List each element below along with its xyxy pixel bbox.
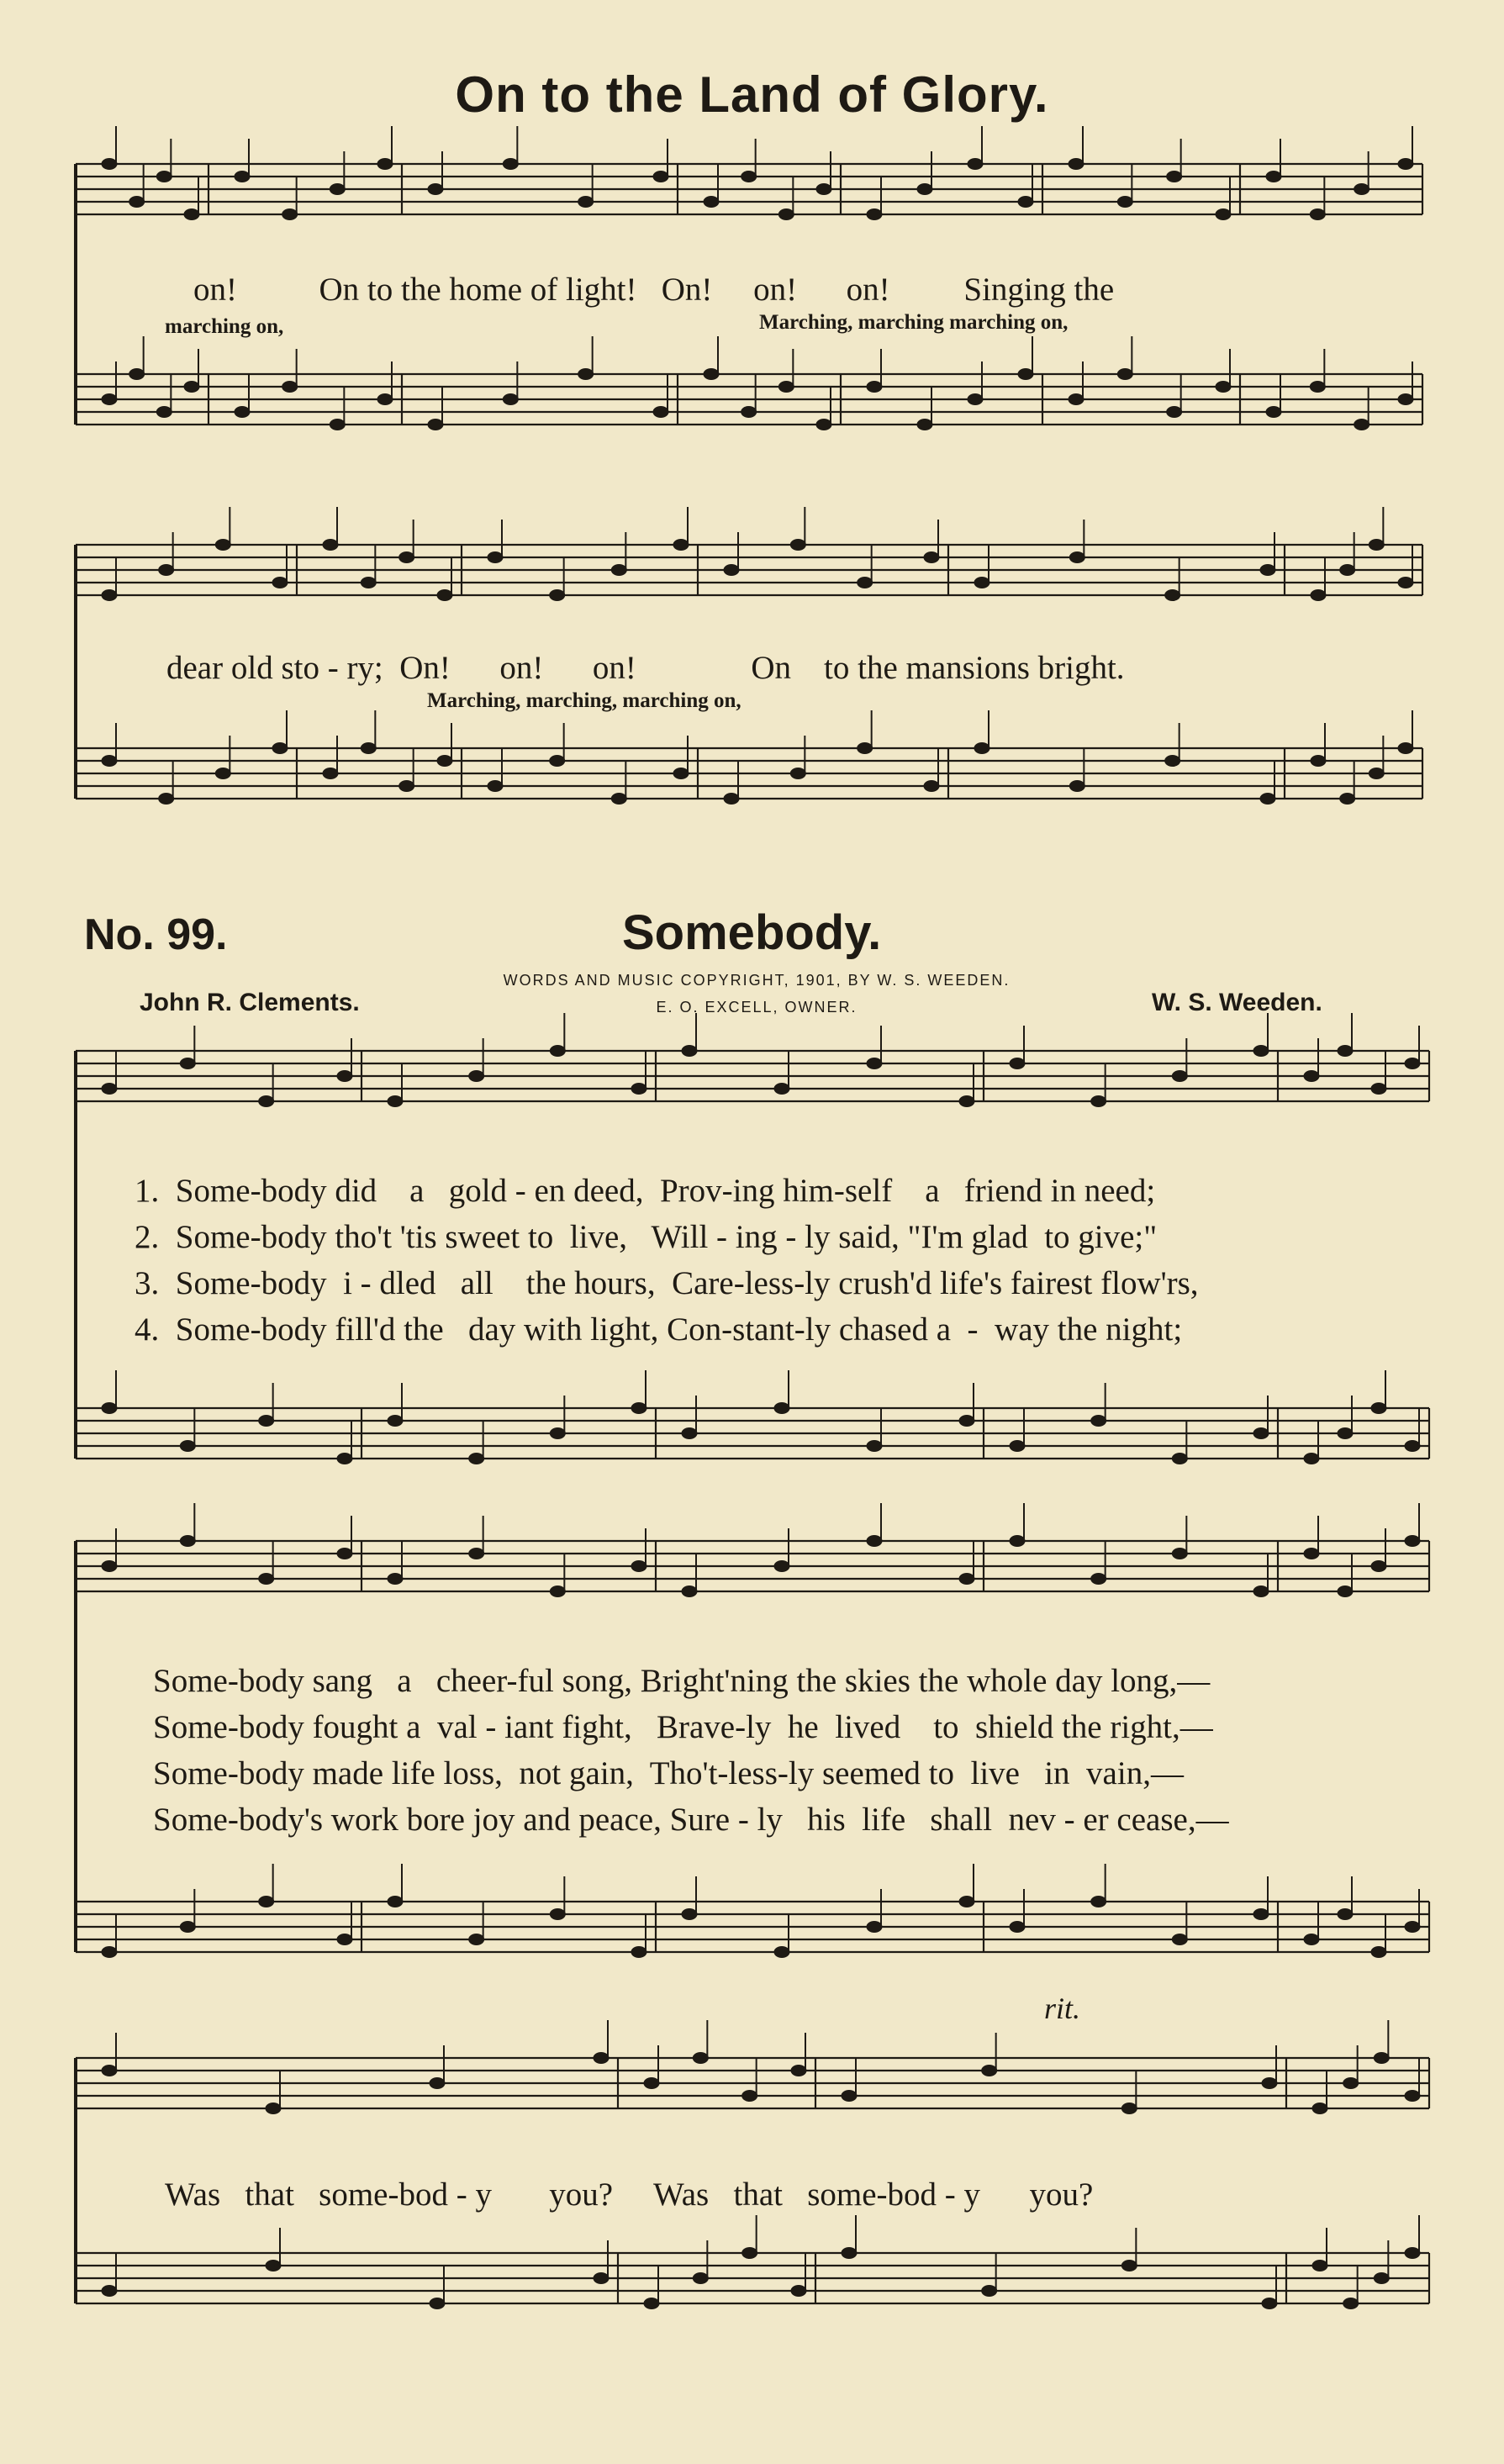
note-head: [184, 382, 199, 393]
note-head: [774, 1947, 789, 1958]
note-head: [653, 171, 668, 182]
note-head: [631, 1947, 646, 1958]
note-head: [1172, 1934, 1187, 1945]
note-head: [337, 1549, 352, 1559]
note-head: [159, 565, 174, 576]
note-head: [156, 407, 172, 418]
note-head: [790, 540, 805, 551]
note-head: [330, 184, 345, 195]
note-head: [469, 1454, 484, 1464]
note-head: [156, 171, 172, 182]
note-head: [102, 756, 117, 767]
note-head: [1304, 1549, 1319, 1559]
note-head: [1165, 590, 1180, 601]
note-head: [1405, 1058, 1420, 1069]
note-head: [631, 1403, 646, 1414]
note-head: [159, 794, 174, 805]
note-head: [858, 578, 873, 588]
note-head: [1167, 171, 1182, 182]
note-head: [337, 1454, 352, 1464]
note-head: [1091, 1574, 1106, 1585]
note-head: [682, 1909, 697, 1920]
note-head: [266, 2103, 281, 2114]
note-head: [982, 2066, 997, 2076]
note-head: [778, 382, 794, 393]
note-head: [1262, 2078, 1277, 2089]
note-head: [693, 2053, 708, 2064]
note-head: [693, 2273, 708, 2284]
note-head: [102, 159, 117, 170]
note-head: [1398, 743, 1413, 754]
note-head: [330, 419, 345, 430]
note-head: [1371, 1947, 1386, 1958]
note-head: [1121, 2261, 1137, 2271]
note-head: [1311, 756, 1326, 767]
note-head: [867, 1058, 882, 1069]
note-head: [1371, 1561, 1386, 1572]
note-head: [428, 419, 443, 430]
note-head: [428, 184, 443, 195]
note-head: [1069, 394, 1084, 405]
note-head: [778, 209, 794, 220]
note-head: [724, 794, 739, 805]
note-head: [388, 1096, 403, 1107]
note-head: [259, 1096, 274, 1107]
note-head: [1266, 171, 1281, 182]
note-head: [1398, 159, 1413, 170]
note-head: [550, 1909, 565, 1920]
note-head: [842, 2091, 857, 2102]
note-head: [272, 578, 288, 588]
verse-cont-line-3: Some-body made life loss, not gain, Tho't-less-ly seemed to live in vain,—: [153, 1755, 1184, 1791]
note-head: [867, 1441, 882, 1452]
note-head: [488, 552, 503, 563]
note-head: [653, 407, 668, 418]
note-head: [1338, 1046, 1353, 1057]
note-head: [388, 1416, 403, 1427]
note-head: [1121, 2103, 1137, 2114]
note-head: [741, 171, 757, 182]
note-head: [550, 1586, 565, 1597]
note-head: [924, 552, 939, 563]
note-head: [611, 794, 626, 805]
note-head: [594, 2273, 609, 2284]
note-head: [1172, 1549, 1187, 1559]
note-head: [968, 394, 983, 405]
note-head: [469, 1549, 484, 1559]
note-head: [102, 1403, 117, 1414]
verse-line-2: 2. Some-body tho't 'tis sweet to live, Will - ing - ly said, "I'm glad to give;": [135, 1219, 1158, 1255]
note-head: [774, 1561, 789, 1572]
note-head: [1253, 1428, 1269, 1439]
note-head: [550, 590, 565, 601]
note-head: [982, 2286, 997, 2297]
note-head: [337, 1071, 352, 1082]
note-head: [1311, 590, 1326, 601]
note-head: [1069, 781, 1084, 792]
note-head: [1374, 2053, 1389, 2064]
note-head: [337, 1934, 352, 1945]
note-head: [1262, 2298, 1277, 2309]
note-head: [102, 2286, 117, 2297]
note-head: [631, 1561, 646, 1572]
note-head: [867, 209, 882, 220]
note-head: [791, 2066, 806, 2076]
note-head: [673, 540, 689, 551]
note-head: [102, 1947, 117, 1958]
verse-cont-line-2: Some-body fought a val - iant fight, Brave-ly he lived to shield the right,—: [153, 1709, 1213, 1745]
note-head: [323, 768, 338, 779]
note-head: [102, 394, 117, 405]
note-head: [1354, 419, 1369, 430]
note-head: [399, 781, 414, 792]
note-head: [1405, 1922, 1420, 1933]
note-head: [742, 2248, 757, 2259]
refrain-line: Was that some-bod - y you? Was that some-bod - y you?: [165, 2176, 1094, 2213]
note-head: [1338, 1586, 1353, 1597]
note-head: [469, 1071, 484, 1082]
note-head: [1338, 1909, 1353, 1920]
note-head: [790, 768, 805, 779]
note-head: [388, 1574, 403, 1585]
song1-echo-right: Marching, marching marching on,: [759, 311, 1069, 334]
note-head: [774, 1403, 789, 1414]
note-head: [259, 1574, 274, 1585]
note-head: [1216, 382, 1231, 393]
hymn-number: No. 99.: [84, 910, 228, 959]
note-head: [1253, 1586, 1269, 1597]
note-head: [1069, 159, 1084, 170]
note-head: [1304, 1071, 1319, 1082]
note-head: [282, 382, 298, 393]
note-head: [1010, 1441, 1025, 1452]
note-head: [1304, 1934, 1319, 1945]
note-head: [361, 578, 376, 588]
note-head: [503, 394, 518, 405]
note-head: [503, 159, 518, 170]
note-head: [1398, 578, 1413, 588]
note-head: [644, 2078, 659, 2089]
note-head: [816, 419, 831, 430]
note-head: [1253, 1046, 1269, 1057]
song1-lyric-line-2: dear old sto - ry; On! on! on! On to the mansions bright.: [166, 650, 1125, 686]
note-head: [644, 2298, 659, 2309]
note-head: [1343, 2298, 1359, 2309]
note-head: [594, 2053, 609, 2064]
note-head: [682, 1586, 697, 1597]
note-head: [1371, 1403, 1386, 1414]
note-head: [430, 2078, 445, 2089]
note-head: [1369, 540, 1384, 551]
note-head: [550, 1046, 565, 1057]
note-head: [1010, 1058, 1025, 1069]
note-head: [102, 1561, 117, 1572]
note-head: [1010, 1536, 1025, 1547]
verse-cont-line-1: Some-body sang a cheer-ful song, Bright'ning the skies the whole day long,—: [153, 1663, 1211, 1699]
note-head: [1266, 407, 1281, 418]
note-head: [704, 197, 719, 208]
note-head: [259, 1416, 274, 1427]
note-head: [741, 407, 757, 418]
note-head: [1260, 565, 1275, 576]
note-head: [682, 1046, 697, 1057]
note-head: [488, 781, 503, 792]
note-head: [1091, 1897, 1106, 1907]
note-head: [673, 768, 689, 779]
song-title: On to the Land of Glory.: [455, 66, 1049, 123]
note-head: [631, 1084, 646, 1095]
lyricist: John R. Clements.: [140, 989, 360, 1016]
note-head: [1398, 394, 1413, 405]
note-head: [129, 369, 145, 380]
note-head: [867, 1536, 882, 1547]
note-head: [578, 197, 594, 208]
note-head: [282, 209, 298, 220]
note-head: [1405, 1441, 1420, 1452]
note-head: [959, 1897, 974, 1907]
note-head: [437, 756, 452, 767]
song1-lyric-line-1: on! On to the home of light! On! on! on! Singing the: [193, 272, 1115, 308]
note-head: [1354, 184, 1369, 195]
note-head: [959, 1416, 974, 1427]
note-head: [867, 382, 882, 393]
note-head: [704, 369, 719, 380]
copyright-line-1: WORDS AND MUSIC COPYRIGHT, 1901, BY W. S. WEEDEN.: [503, 972, 1011, 989]
note-head: [578, 369, 594, 380]
note-head: [867, 1922, 882, 1933]
note-head: [102, 590, 117, 601]
note-head: [959, 1096, 974, 1107]
note-head: [774, 1084, 789, 1095]
note-head: [1172, 1071, 1187, 1082]
note-head: [184, 209, 199, 220]
verse-line-3: 3. Some-body i - dled all the hours, Care-less-ly crush'd life's fairest flow'rs,: [135, 1265, 1199, 1301]
note-head: [1405, 2091, 1420, 2102]
note-head: [1018, 197, 1033, 208]
note-head: [235, 171, 250, 182]
note-head: [1312, 2261, 1327, 2271]
note-head: [1405, 2248, 1420, 2259]
note-head: [180, 1441, 195, 1452]
note-head: [215, 540, 230, 551]
note-head: [388, 1897, 403, 1907]
note-head: [974, 743, 989, 754]
note-head: [129, 197, 145, 208]
note-head: [323, 540, 338, 551]
verse-line-4: 4. Some-body fill'd the day with light, Con-stant-ly chased a - way the night;: [135, 1311, 1183, 1348]
note-head: [917, 184, 932, 195]
note-head: [1253, 1909, 1269, 1920]
note-head: [1117, 369, 1132, 380]
note-head: [1343, 2078, 1359, 2089]
verse-line-1: 1. Some-body did a gold - en deed, Prov-ing him-self a friend in need;: [135, 1173, 1156, 1209]
note-head: [974, 578, 989, 588]
note-head: [1091, 1416, 1106, 1427]
note-head: [1010, 1922, 1025, 1933]
note-head: [1172, 1454, 1187, 1464]
note-head: [924, 781, 939, 792]
note-head: [215, 768, 230, 779]
composer: W. S. Weeden.: [1152, 989, 1322, 1016]
note-head: [1167, 407, 1182, 418]
note-head: [1091, 1096, 1106, 1107]
note-head: [180, 1922, 195, 1933]
note-head: [1018, 369, 1033, 380]
note-head: [1304, 1454, 1319, 1464]
note-head: [1165, 756, 1180, 767]
note-head: [1405, 1536, 1420, 1547]
note-head: [917, 419, 932, 430]
note-head: [1338, 1428, 1353, 1439]
note-head: [180, 1058, 195, 1069]
note-head: [724, 565, 739, 576]
note-head: [180, 1536, 195, 1547]
note-head: [1340, 565, 1355, 576]
note-head: [682, 1428, 697, 1439]
note-head: [1371, 1084, 1386, 1095]
song1-echo-left: marching on,: [165, 315, 284, 338]
song1-echo-2: Marching, marching, marching on,: [427, 689, 741, 712]
note-head: [611, 565, 626, 576]
hymn-title: Somebody.: [622, 905, 882, 960]
note-head: [791, 2286, 806, 2297]
verse-cont-line-4: Some-body's work bore joy and peace, Sure - ly his life shall nev - er cease,—: [153, 1802, 1229, 1838]
note-head: [272, 743, 288, 754]
note-head: [377, 159, 393, 170]
note-head: [816, 184, 831, 195]
note-head: [430, 2298, 445, 2309]
note-head: [1260, 794, 1275, 805]
note-head: [842, 2248, 857, 2259]
note-head: [259, 1897, 274, 1907]
tempo-mark: rit.: [1044, 1992, 1081, 2025]
note-head: [1117, 197, 1132, 208]
note-head: [550, 1428, 565, 1439]
note-head: [377, 394, 393, 405]
note-head: [550, 756, 565, 767]
note-head: [266, 2261, 281, 2271]
note-head: [1374, 2273, 1389, 2284]
note-head: [1310, 209, 1325, 220]
note-head: [102, 2066, 117, 2076]
note-head: [437, 590, 452, 601]
note-head: [399, 552, 414, 563]
note-head: [1069, 552, 1084, 563]
note-head: [1216, 209, 1231, 220]
note-head: [742, 2091, 757, 2102]
note-head: [1369, 768, 1384, 779]
note-head: [361, 743, 376, 754]
note-head: [469, 1934, 484, 1945]
note-head: [959, 1574, 974, 1585]
note-head: [235, 407, 250, 418]
note-head: [1340, 794, 1355, 805]
note-head: [102, 1084, 117, 1095]
copyright-line-2: E. O. EXCELL, OWNER.: [656, 999, 858, 1016]
note-head: [1310, 382, 1325, 393]
note-head: [858, 743, 873, 754]
note-head: [1312, 2103, 1327, 2114]
note-head: [968, 159, 983, 170]
